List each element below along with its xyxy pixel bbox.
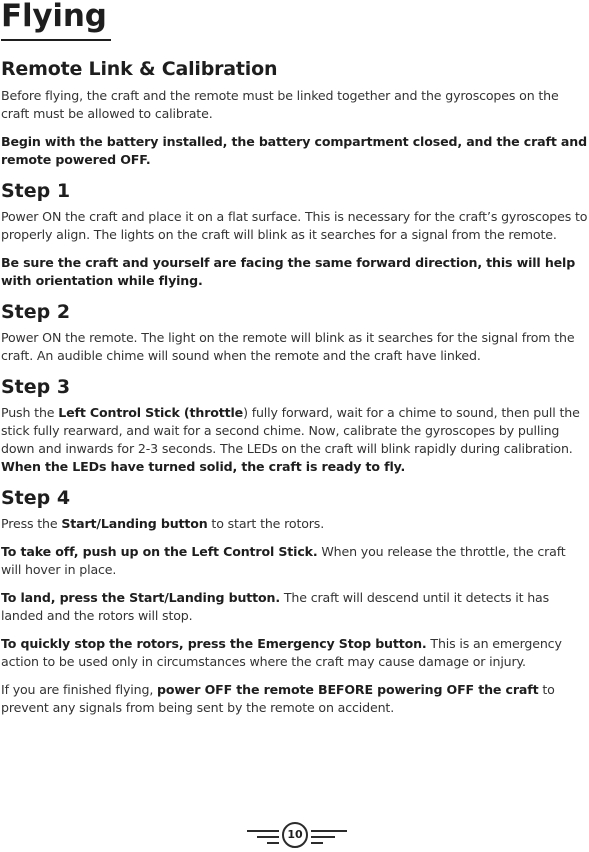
step-4-heading: Step 4 (1, 487, 71, 509)
page-title: Flying (1, 0, 107, 34)
footer-decoration-line (311, 830, 347, 832)
footer-decoration-line (267, 842, 279, 844)
step-3-text (1, 404, 589, 476)
step-4-start-paragraph (1, 515, 589, 533)
step-4-bold-part: Start/Landing button (61, 516, 208, 531)
step-4-bold-part: To land, press the Start/Landing button. (1, 590, 281, 605)
step-4-bold-part: power OFF the remote BEFORE powering OFF the craft (157, 682, 539, 697)
page-footer (0, 820, 589, 852)
step-4-text-part: The craft will descend until it detects it has landed and the rotors will stop. (1, 590, 550, 623)
step-4-text-part: to start the rotors. (207, 516, 325, 531)
title-underline (1, 39, 111, 41)
step-2-text: Power ON the remote. The light on the remote will blink as it searches for the signal from the craft. An audible chime will sound when the remote and the craft have linked. (1, 330, 575, 363)
intro-bold-paragraph: Begin with the battery installed, the battery compartment closed, and the craft and remote powered OFF. (1, 134, 587, 167)
step-4-finish-paragraph (1, 681, 589, 717)
step-4-text-part: Press the (1, 516, 62, 531)
footer-decoration-line (311, 836, 335, 838)
step-4-text-part: When you release the throttle, the craft will hover in place. (1, 544, 566, 577)
step-1-heading: Step 1 (1, 180, 71, 202)
step-4-takeoff-paragraph (1, 543, 589, 579)
step-3-bold-part: When the LEDs have turned solid, the craft is ready to fly. (1, 459, 406, 474)
step-4-bold-part: To take off, push up on the Left Control Stick. (1, 544, 318, 559)
step-4-land-paragraph (1, 589, 589, 625)
step-3-bold-part: Left Control Stick (throttle (58, 405, 244, 420)
step-4-text-part: If you are finished flying, (1, 682, 158, 697)
step-3-text-part: Push the (1, 405, 59, 420)
step-4-emergency-paragraph (1, 635, 589, 671)
step-1-bold-note: Be sure the craft and yourself are facing the same forward direction, this will help with orientation while flying. (1, 255, 576, 288)
step-3-heading: Step 3 (1, 376, 71, 398)
step-4-bold-part: To quickly stop the rotors, press the Emergency Stop button. (1, 636, 427, 651)
footer-decoration-line (311, 842, 323, 844)
step-4-text-part: This is an emergency action to be used only in circumstances where the craft may cause damage or injury. (1, 636, 562, 669)
footer-decoration-line (257, 836, 279, 838)
footer-decoration-line (247, 830, 279, 832)
step-4-text-part: to prevent any signals from being sent by the remote on accident. (1, 682, 555, 715)
step-1-text: Power ON the craft and place it on a flat surface. This is necessary for the craft’s gyroscopes to properly align. The lights on the craft will blink as it searches for a signal from the remote. (1, 209, 588, 242)
section-title: Remote Link & Calibration (1, 58, 278, 80)
step-3-text-part: ) fully forward, wait for a chime to sound, then pull the stick fully rearward, and wait for a second chime. Now, calibrate the gyroscopes by pulling down and inwards for 2-3 seconds. The LEDs on the craft will blink rapidly during calibration. (1, 405, 580, 456)
page-number-badge: 10 (282, 822, 308, 848)
intro-paragraph: Before flying, the craft and the remote must be linked together and the gyroscopes on the craft must be allowed to calibrate. (1, 88, 559, 121)
step-2-heading: Step 2 (1, 301, 71, 323)
